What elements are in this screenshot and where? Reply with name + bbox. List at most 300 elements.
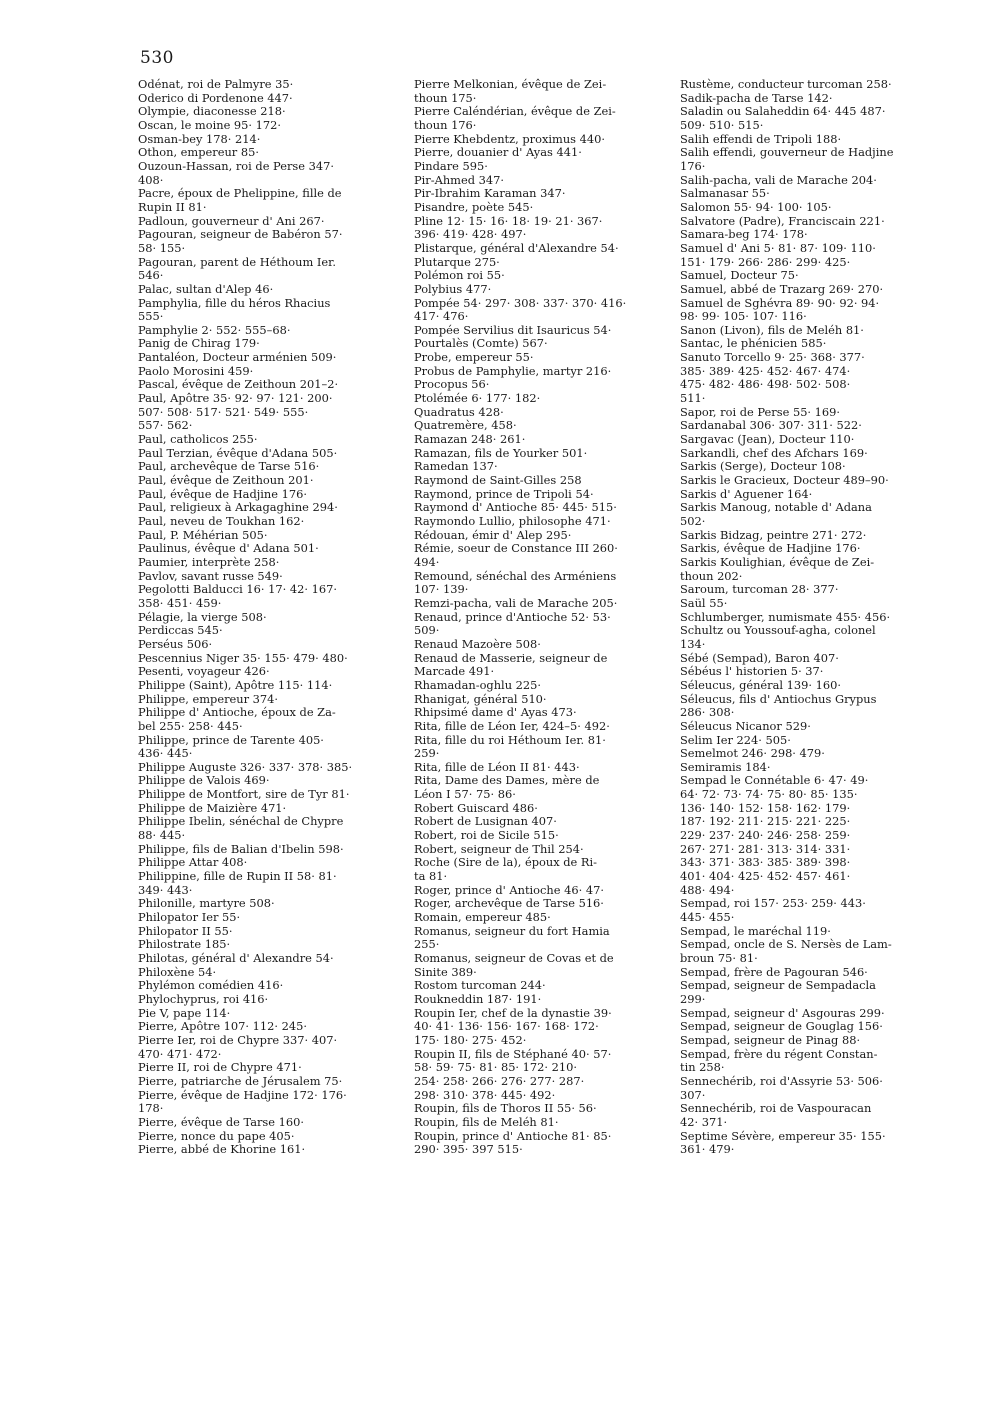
index-entry	[138, 611, 406, 625]
index-entry-text: Sarkis, évêque de Hadjine 176·	[680, 541, 861, 556]
index-entry	[414, 160, 678, 174]
index-entry-text: Pierre Ier, roi de Chypre 337· 407·	[138, 1032, 338, 1047]
index-entry-continuation: 511·	[680, 391, 706, 406]
index-entry-text: Rédouan, émir d' Alep 295·	[414, 527, 572, 542]
index-entry-text: Samuel d' Ani 5· 81· 87· 109· 110·	[680, 240, 876, 255]
index-entry-continuation: 255·	[414, 937, 440, 952]
index-entry	[414, 815, 678, 829]
index-entry	[138, 693, 406, 707]
index-entry-text: Sarkis Bidzag, peintre 271· 272·	[680, 527, 867, 542]
index-entry-text: Sardanabal 306· 307· 311· 522·	[680, 418, 862, 433]
index-entry-continuation: 358· 451· 459·	[138, 595, 222, 610]
index-entry	[138, 897, 406, 911]
index-entry	[138, 938, 406, 952]
index-entry-text: Pavlov, savant russe 549·	[138, 568, 283, 583]
index-entry	[414, 884, 678, 898]
index-entry-continuation: 475· 482· 486· 498· 502· 508·	[680, 377, 851, 392]
index-entry	[680, 897, 970, 924]
index-entry	[414, 1116, 678, 1130]
index-entry-text: Sarkis Koulighian, évêque de Zei-	[680, 554, 875, 569]
index-entry-text: Ouzoun-Hassan, roi de Perse 347·	[138, 158, 334, 173]
index-entry	[414, 474, 678, 488]
index-entry-text: Odénat, roi de Palmyre 35·	[138, 77, 294, 91]
index-entry	[414, 392, 678, 406]
index-entry-text: Roche (Sire de la), époux de Ri-	[414, 855, 597, 870]
index-entry-text: Osman-bey 178· 214·	[138, 131, 261, 146]
index-entry-text: Sargavac (Jean), Docteur 110·	[680, 432, 855, 447]
index-entry	[414, 720, 678, 734]
index-entry-text: Philippe d' Antioche, époux de Za-	[138, 705, 336, 720]
index-entry	[414, 652, 678, 679]
index-entry-text: Sébéus l' historien 5· 37·	[680, 664, 824, 679]
index-entry	[414, 133, 678, 147]
index-entry	[680, 1020, 970, 1034]
index-entry-continuation: thoun 202·	[680, 568, 743, 583]
index-entry-text: Raymond d' Antioche 85· 445· 515·	[414, 500, 617, 515]
index-entry	[414, 529, 678, 543]
index-entry-text: Sempad, oncle de S. Nersès de Lam-	[680, 937, 892, 952]
index-entry	[138, 337, 406, 351]
index-entry	[414, 378, 678, 392]
page-number: 530	[140, 48, 174, 68]
index-entry-text: Sennechérib, roi de Vaspouracan	[680, 1101, 872, 1116]
index-entry-text: Salih effendi de Tripoli 188·	[680, 131, 842, 146]
index-entry-text: Palac, sultan d'Alep 46·	[138, 281, 274, 296]
index-entry-text: Pierre, évêque de Tarse 160·	[138, 1114, 304, 1129]
index-entry-text: Philippine, fille de Rupin II 58· 81·	[138, 869, 337, 884]
index-entry	[138, 119, 406, 133]
index-entry	[138, 474, 406, 488]
index-entry	[138, 365, 406, 379]
index-entry-text: Pacre, époux de Phelippine, fille de	[138, 186, 342, 201]
index-entry	[414, 460, 678, 474]
index-entry-text: Paumier, interprète 258·	[138, 554, 280, 569]
index-entry	[680, 324, 970, 338]
index-entry-text: Saroum, turcoman 28· 377·	[680, 582, 839, 597]
index-entry	[680, 351, 970, 406]
index-entry-text: Sébé (Sempad), Baron 407·	[680, 650, 839, 665]
index-entry-text: Sempad, frère de Pagouran 546·	[680, 964, 868, 979]
index-entry	[680, 337, 970, 351]
index-entry-continuation: 470· 471· 472·	[138, 1046, 222, 1061]
index-entry-continuation: 349· 443·	[138, 882, 193, 897]
index-entry	[680, 1034, 970, 1048]
index-entry-text: Pascal, évêque de Zeithoun 201–2·	[138, 377, 339, 392]
index-entry-text: Paul, archevêque de Tarse 516·	[138, 459, 320, 474]
index-entry-text: Saül 55·	[680, 595, 728, 610]
index-entry	[414, 952, 678, 979]
index-entry-text: Quadratus 428·	[414, 404, 504, 419]
index-entry	[680, 774, 970, 897]
index-entry-continuation: Marcade 491·	[414, 664, 495, 679]
index-entry	[680, 597, 970, 611]
index-entry-text: Philippe Auguste 326· 337· 378· 385·	[138, 759, 353, 774]
index-entry	[414, 488, 678, 502]
index-entry-continuation: 555·	[138, 309, 164, 324]
index-entry-text: Pie V, pape 114·	[138, 1005, 231, 1020]
index-entry-text: Philippe, empereur 374·	[138, 691, 279, 706]
index-entry-text: Samuel de Sghévra 89· 90· 92· 94·	[680, 295, 880, 310]
index-entry-text: Sempad, le maréchal 119·	[680, 923, 831, 938]
index-entry-continuation: 436· 445·	[138, 746, 193, 761]
index-entry-text: Philippe de Valois 469·	[138, 773, 270, 788]
index-entry-text: Ptolémée 6· 177· 182·	[414, 391, 541, 406]
index-entry-text: Philippe (Saint), Apôtre 115· 114·	[138, 677, 333, 692]
index-entry-continuation: thoun 176·	[414, 117, 477, 132]
index-entry	[138, 979, 406, 993]
index-entry-continuation: 98· 99· 105· 107· 116·	[680, 309, 807, 324]
index-entry	[414, 1130, 678, 1157]
index-entry	[414, 324, 678, 338]
index-entry-text: Pierre, Apôtre 107· 112· 245·	[138, 1019, 308, 1034]
index-entry-text: Pline 12· 15· 16· 18· 19· 21· 367·	[414, 213, 603, 228]
index-entry	[138, 1034, 406, 1061]
index-entry	[138, 952, 406, 966]
index-entry	[138, 624, 406, 638]
index-entry-text: Quatremère, 458·	[414, 418, 517, 433]
index-entry	[138, 105, 406, 119]
index-entry-continuation: 267· 271· 281· 313· 314· 331·	[680, 841, 851, 856]
index-entry	[138, 1143, 406, 1157]
index-entry	[414, 283, 678, 297]
index-entry-continuation: 58· 59· 75· 81· 85· 172· 210·	[414, 1060, 578, 1075]
index-entry	[680, 283, 970, 297]
index-entry	[680, 652, 970, 666]
index-entry	[138, 515, 406, 529]
index-entry-text: Philoxène 54·	[138, 964, 217, 979]
index-entry	[414, 174, 678, 188]
index-entry-text: Pierre II, roi de Chypre 471·	[138, 1060, 302, 1075]
index-entry	[414, 419, 678, 433]
index-entry	[680, 611, 970, 625]
index-entry-continuation: 298· 310· 378· 445· 492·	[414, 1087, 556, 1102]
index-entry	[138, 583, 406, 610]
index-entry	[414, 925, 678, 952]
index-entry	[138, 146, 406, 160]
index-entry-continuation: 134·	[680, 636, 706, 651]
index-entry	[414, 611, 678, 638]
index-entry-text: Renaud de Masserie, seigneur de	[414, 650, 608, 665]
index-entry-text: Pir-Ibrahim Karaman 347·	[414, 186, 566, 201]
index-entry	[414, 570, 678, 597]
index-entry-text: Renaud, prince d'Antioche 52· 53·	[414, 609, 611, 624]
index-entry-text: Sempad, seigneur de Pinag 88·	[680, 1032, 861, 1047]
index-entry	[414, 269, 678, 283]
index-column-1	[138, 78, 406, 1157]
index-entry-text: Pegolotti Balducci 16· 17· 42· 167·	[138, 582, 337, 597]
index-entry	[414, 365, 678, 379]
index-entry-text: Polémon roi 55·	[414, 268, 505, 283]
index-entry-text: Sennechérib, roi d'Assyrie 53· 506·	[680, 1073, 883, 1088]
index-entry-continuation: 175· 180· 275· 452·	[414, 1032, 527, 1047]
index-entry-continuation: 299·	[680, 991, 706, 1006]
index-entry-text: Olympie, diaconesse 218·	[138, 104, 286, 119]
index-entry-continuation: 254· 258· 266· 276· 277· 287·	[414, 1073, 585, 1088]
index-entry	[414, 146, 678, 160]
index-entry-text: Remound, sénéchal des Arméniens	[414, 568, 617, 583]
index-entry	[138, 802, 406, 816]
index-entry-text: Rita, Dame des Dames, mère de	[414, 773, 600, 788]
index-entry	[138, 1007, 406, 1021]
index-entry	[680, 925, 970, 939]
index-entry-continuation: Léon I 57· 75· 86·	[414, 787, 516, 802]
index-entry	[138, 1130, 406, 1144]
index-entry	[138, 433, 406, 447]
index-entry	[414, 297, 678, 324]
index-entry	[680, 269, 970, 283]
index-entry-text: Samuel, abbé de Trazarg 269· 270·	[680, 281, 884, 296]
index-entry-text: Sempad, frère du régent Constan-	[680, 1046, 878, 1061]
index-entry	[414, 447, 678, 461]
index-entry	[414, 256, 678, 270]
index-entry-text: Pierre, douanier d' Ayas 441·	[414, 145, 582, 160]
index-entry-text: Pierre, nonce du pape 405·	[138, 1128, 295, 1143]
index-entry-continuation: 509· 510· 515·	[680, 117, 764, 132]
index-entry-text: Philippe de Maizière 471·	[138, 800, 287, 815]
index-entry-text: Pagouran, seigneur de Babéron 57·	[138, 227, 343, 242]
index-entry-continuation: 136· 140· 152· 158· 162· 179·	[680, 800, 851, 815]
index-entry	[680, 433, 970, 447]
index-entry	[680, 1007, 970, 1021]
index-entry-text: Paul, catholicos 255·	[138, 432, 258, 447]
index-entry	[138, 665, 406, 679]
index-entry	[138, 1116, 406, 1130]
index-entry	[138, 638, 406, 652]
index-entry-continuation: 445· 455·	[680, 910, 735, 925]
index-entry-continuation: 307·	[680, 1087, 706, 1102]
index-entry	[138, 283, 406, 297]
index-entry	[414, 1048, 678, 1103]
index-entry	[414, 679, 678, 693]
index-entry-text: Pisandre, poète 545·	[414, 199, 534, 214]
index-entry-continuation: 557· 562·	[138, 418, 193, 433]
index-entry-text: Procopus 56·	[414, 377, 490, 392]
index-entry	[680, 406, 970, 420]
index-entry	[680, 501, 970, 528]
index-entry	[414, 802, 678, 816]
index-entry-text: Rhipsimé dame d' Ayas 473·	[414, 705, 577, 720]
index-entry-text: Romanus, seigneur de Covas et de	[414, 951, 614, 965]
index-entry-text: Sapor, roi de Perse 55· 169·	[680, 404, 841, 419]
index-entry-text: Salmanasar 55·	[680, 186, 770, 201]
index-entry	[414, 979, 678, 993]
index-entry-text: Sanon (Livon), fils de Meléh 81·	[680, 322, 864, 337]
index-entry	[138, 925, 406, 939]
index-entry-text: Rostom turcoman 244·	[414, 978, 546, 993]
index-entry	[680, 201, 970, 215]
index-entry	[138, 911, 406, 925]
index-entry	[138, 529, 406, 543]
index-entry	[414, 187, 678, 201]
index-entry	[680, 529, 970, 543]
index-column-3	[680, 78, 970, 1157]
index-entry	[414, 1007, 678, 1048]
index-entry	[138, 652, 406, 666]
index-entry-continuation: bel 255· 258· 445·	[138, 718, 243, 733]
index-entry	[138, 256, 406, 283]
index-entry	[680, 78, 970, 92]
index-entry	[138, 78, 406, 92]
index-entry-continuation: tin 258·	[680, 1060, 725, 1075]
index-entry	[138, 993, 406, 1007]
index-entry	[680, 938, 970, 965]
index-entry-text: Pélagie, la vierge 508·	[138, 609, 267, 624]
index-entry-continuation: broun 75· 81·	[680, 951, 758, 965]
index-entry	[414, 638, 678, 652]
index-entry-text: Robert Guiscard 486·	[414, 800, 538, 815]
index-entry-text: Salvatore (Padre), Franciscain 221·	[680, 213, 885, 228]
index-entry-text: Phylochyprus, roi 416·	[138, 991, 269, 1006]
index-entry-text: Phylémon comédien 416·	[138, 978, 284, 993]
index-entry-continuation: 502·	[680, 514, 706, 528]
index-entry-continuation: 290· 395· 397 515·	[414, 1142, 523, 1157]
index-entry-text: Robert de Lusignan 407·	[414, 814, 557, 829]
index-entry-text: Roukneddin 187· 191·	[414, 991, 542, 1006]
index-entry-text: Paulinus, évêque d' Adana 501·	[138, 541, 319, 556]
index-entry-text: Samara-beg 174· 178·	[680, 227, 808, 242]
index-entry-continuation: 42· 371·	[680, 1114, 728, 1129]
index-entry	[138, 542, 406, 556]
index-entry-text: Paolo Morosini 459·	[138, 363, 254, 378]
index-entry	[138, 734, 406, 761]
index-entry	[414, 542, 678, 569]
index-entry-continuation: Rupin II 81·	[138, 199, 207, 214]
index-entry	[414, 242, 678, 256]
index-entry	[414, 78, 678, 105]
index-entry	[138, 856, 406, 870]
index-entry	[680, 665, 970, 679]
index-entry-text: Pompée Servilius dit Isauricus 54·	[414, 322, 612, 337]
index-entry-continuation: 401· 404· 425· 452· 457· 461·	[680, 869, 851, 884]
index-entry	[680, 1048, 970, 1075]
index-entry-text: Rita, fille du roi Héthoum Ier. 81·	[414, 732, 606, 747]
index-entry-text: Roger, prince d' Antioche 46· 47·	[414, 882, 604, 897]
index-entry	[414, 515, 678, 529]
index-entry	[414, 734, 678, 761]
index-entry-text: Paul, P. Méhérian 505·	[138, 527, 268, 542]
index-entry-text: Sarkis (Serge), Docteur 108·	[680, 459, 846, 474]
index-entry	[138, 570, 406, 584]
index-entry-continuation: 64· 72· 73· 74· 75· 80· 85· 135·	[680, 787, 858, 802]
index-entry	[138, 92, 406, 106]
index-entry	[414, 761, 678, 775]
index-entry	[680, 419, 970, 433]
index-entry-continuation: 187· 192· 211· 215· 221· 225·	[680, 814, 851, 829]
index-entry-continuation: 361· 479·	[680, 1142, 735, 1157]
index-entry-text: Sempad, seigneur d' Asgouras 299·	[680, 1005, 885, 1020]
index-entry	[138, 392, 406, 433]
index-entry	[414, 843, 678, 857]
index-entry	[414, 501, 678, 515]
index-entry-text: Pir-Ahmed 347·	[414, 172, 504, 187]
index-entry	[680, 447, 970, 461]
index-entry-text: Sadik-pacha de Tarse 142·	[680, 90, 833, 105]
index-entry-text: Philippe, fils de Balian d'Ibelin 598·	[138, 841, 344, 856]
index-entry-text: Pierre Khebdentz, proximus 440·	[414, 131, 605, 146]
index-entry-text: Schlumberger, numismate 455· 456·	[680, 609, 891, 624]
index-entry-text: Polybius 477·	[414, 281, 492, 296]
index-entry-continuation: 507· 508· 517· 521· 549· 555·	[138, 404, 309, 419]
index-entry	[680, 488, 970, 502]
index-entry	[680, 133, 970, 147]
index-entry	[138, 788, 406, 802]
index-entry-text: Oderico di Pordenone 447·	[138, 90, 293, 105]
index-entry	[138, 351, 406, 365]
index-entry	[680, 747, 970, 761]
index-entry	[138, 215, 406, 229]
index-entry-continuation: 107· 139·	[414, 582, 469, 597]
index-entry	[414, 911, 678, 925]
index-entry-text: Pamphylie 2· 552· 555–68·	[138, 322, 291, 337]
index-entry	[680, 624, 970, 651]
index-entry	[414, 706, 678, 720]
index-entry-text: Séleucus, général 139· 160·	[680, 677, 842, 692]
index-entry-text: Paul, Apôtre 35· 92· 97· 121· 200·	[138, 391, 333, 406]
index-entry	[414, 829, 678, 843]
index-entry-text: Paul, évêque de Hadjine 176·	[138, 486, 307, 501]
index-entry-continuation: 546·	[138, 268, 164, 283]
index-entry-text: Plutarque 275·	[414, 254, 500, 269]
index-entry-text: Padloun, gouverneur d' Ani 267·	[138, 213, 325, 228]
index-entry	[414, 774, 678, 801]
index-entry-continuation: Sinite 389·	[414, 964, 477, 979]
index-entry-text: Philippe, prince de Tarente 405·	[138, 732, 324, 747]
index-entry	[680, 174, 970, 188]
index-entry-text: Paul, évêque de Zeithoun 201·	[138, 473, 314, 488]
index-entry-text: Roupin II, fils de Stéphané 40· 57·	[414, 1046, 612, 1061]
index-entry	[414, 337, 678, 351]
index-entry-text: Romain, empereur 485·	[414, 910, 551, 925]
index-entry	[414, 201, 678, 215]
index-entry-continuation: 176·	[680, 158, 706, 173]
index-entry-continuation: 40· 41· 136· 156· 167· 168· 172·	[414, 1019, 599, 1034]
index-entry-text: Probe, empereur 55·	[414, 350, 534, 365]
index-entry-text: Santac, le phénicien 585·	[680, 336, 827, 351]
index-entry	[138, 488, 406, 502]
index-entry	[414, 1102, 678, 1116]
index-entry-continuation: ta 81·	[414, 869, 448, 884]
index-entry-text: Robert, roi de Sicile 515·	[414, 828, 559, 843]
index-entry	[138, 324, 406, 338]
index-entry-text: Sempad le Connétable 6· 47· 49·	[680, 773, 869, 788]
index-entry	[680, 979, 970, 1006]
index-entry-continuation: 343· 371· 383· 385· 389· 398·	[680, 855, 851, 870]
index-entry-text: Saladin ou Salaheddin 64· 445 487·	[680, 104, 886, 119]
index-entry-text: Paul, neveu de Toukhan 162·	[138, 514, 305, 528]
index-entry-text: Oscan, le moine 95· 172·	[138, 117, 282, 132]
index-entry-text: Pantaléon, Docteur arménien 509·	[138, 350, 337, 365]
index-entry-continuation: 151· 179· 266· 286· 299· 425·	[680, 254, 851, 269]
index-entry-text: Pompée 54· 297· 308· 337· 370· 416·	[414, 295, 627, 310]
index-entry-text: Probus de Pamphylie, martyr 216·	[414, 363, 612, 378]
index-entry-text: Samuel, Docteur 75·	[680, 268, 799, 283]
index-entry-text: Sarkis d' Aguener 164·	[680, 486, 813, 501]
index-entry	[680, 146, 970, 173]
index-entry	[680, 966, 970, 980]
index-entry	[138, 187, 406, 214]
index-entry-text: Selim Ier 224· 505·	[680, 732, 791, 747]
index-entry-continuation: 396· 419· 428· 497·	[414, 227, 527, 242]
index-entry-continuation: 488· 494·	[680, 882, 735, 897]
index-entry-text: Septime Sévère, empereur 35· 155·	[680, 1128, 886, 1143]
index-entry	[138, 679, 406, 693]
index-entry-continuation: 178·	[138, 1101, 164, 1116]
index-entry-continuation: 509·	[414, 623, 440, 638]
index-entry	[138, 966, 406, 980]
index-entry-text: Ramazan 248· 261·	[414, 432, 526, 447]
index-entry	[138, 378, 406, 392]
index-entry	[138, 815, 406, 842]
